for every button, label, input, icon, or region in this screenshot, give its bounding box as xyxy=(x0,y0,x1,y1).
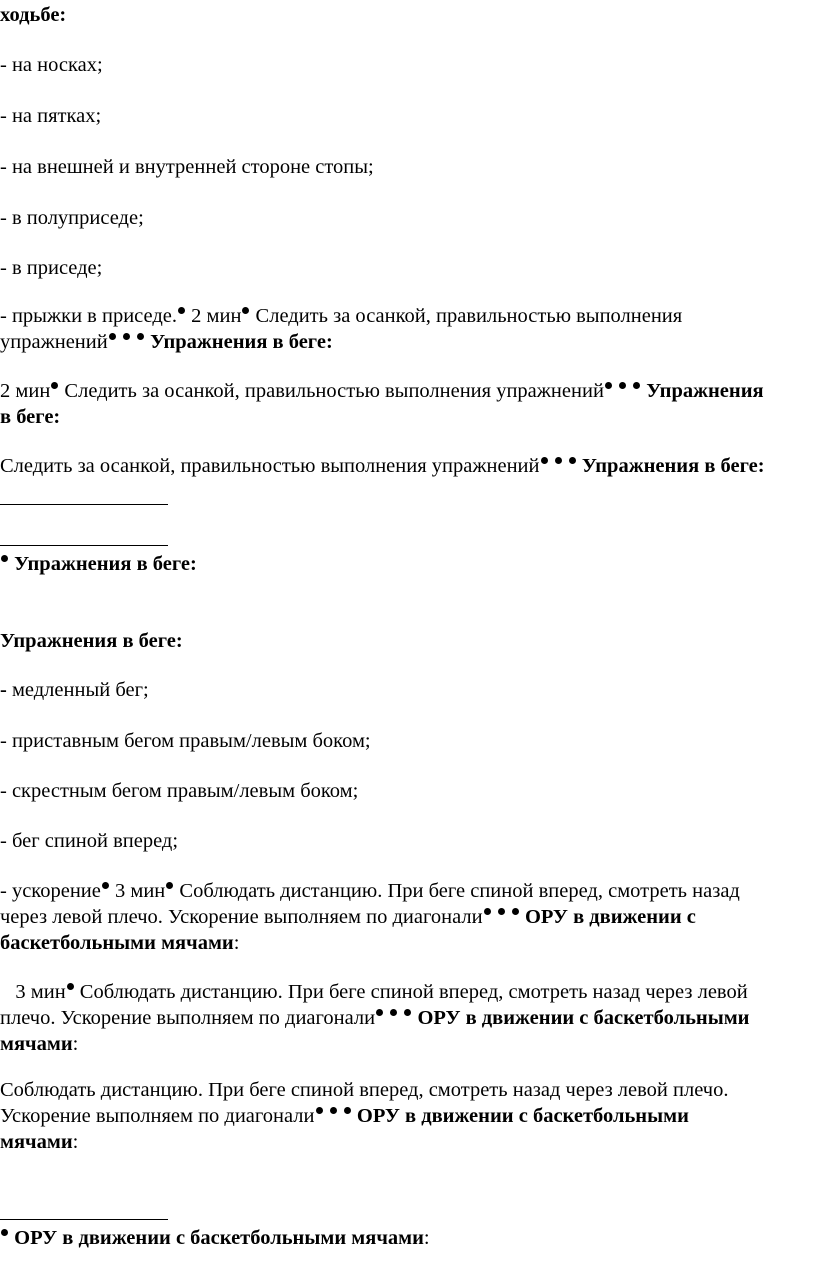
section-title: Упражнения в беге: xyxy=(0,630,183,652)
bullet-icon xyxy=(619,382,626,389)
text: медленный бег; xyxy=(11,679,149,701)
text: - на носках; xyxy=(0,54,103,76)
bullet-icon xyxy=(242,307,249,314)
heading-walking xyxy=(0,2,816,28)
bullet-icon xyxy=(102,882,109,889)
punctuation: : xyxy=(72,1131,79,1153)
text: ходьбе: xyxy=(0,4,67,26)
section-title: в беге: xyxy=(0,406,61,428)
text-line xyxy=(0,378,816,404)
dash: - xyxy=(0,679,7,701)
text: Следить за осанкой, правильностью выполнения xyxy=(255,305,683,327)
section-title: мячами xyxy=(0,1131,73,1153)
text-line xyxy=(0,329,816,355)
text: через левой плечо. Ускорение выполняем по диагонали xyxy=(0,906,483,928)
text-line xyxy=(0,551,816,577)
divider xyxy=(0,504,168,505)
text: плечо. Ускорение выполняем по диагонали xyxy=(0,1007,376,1029)
bullet-icon xyxy=(633,382,640,389)
bullet-icon xyxy=(344,1107,351,1114)
bullet-icon xyxy=(376,1009,383,1016)
text-line xyxy=(0,930,816,956)
bullet-icon xyxy=(1,1229,8,1236)
bullet-icon xyxy=(555,457,562,464)
section-title: баскетбольными мячами xyxy=(0,932,234,954)
punctuation: : xyxy=(233,932,240,954)
section-title: Упражнения в беге: xyxy=(14,553,197,575)
bullet-icon xyxy=(541,457,548,464)
heading-running xyxy=(0,628,816,654)
bullet-icon xyxy=(569,457,576,464)
text: - ускорение xyxy=(0,880,101,902)
text-line xyxy=(0,453,816,479)
bullet-icon xyxy=(137,333,144,340)
duration: 3 мин xyxy=(15,981,66,1003)
text: Ускорение выполняем по диагонали xyxy=(0,1105,315,1127)
section-title: Упражнения xyxy=(646,380,764,402)
bullet-icon xyxy=(404,1009,411,1016)
bullet-icon xyxy=(512,908,519,915)
bullet-icon xyxy=(1,555,8,562)
list-item xyxy=(0,303,816,329)
section-title: ОРУ в движении с баскетбольными мячами xyxy=(14,1227,424,1249)
text: Следить за осанкой, правильностью выполнения упражнений xyxy=(0,455,540,477)
section-title: ОРУ в движении с баскетбольными xyxy=(356,1105,689,1127)
bullet-icon xyxy=(67,983,74,990)
list-item xyxy=(0,255,816,281)
bullet-icon xyxy=(123,333,130,340)
section-title: мячами xyxy=(0,1033,73,1055)
text-line xyxy=(0,1129,816,1155)
list-item xyxy=(0,154,816,180)
section-title: ОРУ в движении с xyxy=(524,906,696,928)
text-line xyxy=(0,1031,816,1057)
list-item xyxy=(0,828,816,854)
text-line xyxy=(0,404,816,430)
text: Соблюдать дистанцию. При беге спиной вперед, смотреть назад xyxy=(179,880,740,902)
list-item xyxy=(0,205,816,231)
section-title: Упражнения в беге: xyxy=(150,331,333,353)
text-line xyxy=(0,1225,816,1251)
bullet-icon xyxy=(316,1107,323,1114)
bullet-icon xyxy=(390,1009,397,1016)
text: Следить за осанкой, правильностью выполнения упражнений xyxy=(64,380,604,402)
bullet-icon xyxy=(605,382,612,389)
text-line xyxy=(0,1005,816,1031)
text: - на пятках; xyxy=(0,105,102,127)
list-item xyxy=(0,103,816,129)
punctuation: : xyxy=(423,1227,430,1249)
text: - бег спиной вперед; xyxy=(0,830,179,852)
list-item xyxy=(0,878,816,904)
bullet-icon xyxy=(178,307,185,314)
duration: 2 мин xyxy=(191,305,242,327)
text: - прыжки в приседе. xyxy=(0,305,177,327)
text-line xyxy=(0,904,816,930)
bullet-icon xyxy=(109,333,116,340)
text: - на внешней и внутренней стороне стопы; xyxy=(0,156,374,178)
text-line xyxy=(0,1077,816,1103)
bullet-icon xyxy=(498,908,505,915)
divider xyxy=(0,1219,168,1220)
bullet-icon xyxy=(166,882,173,889)
duration: 2 мин xyxy=(0,380,51,402)
list-item xyxy=(0,677,816,703)
section-title: ОРУ в движении с баскетбольными xyxy=(417,1007,750,1029)
text: - приставным бегом правым/левым боком; xyxy=(0,730,371,752)
text: - в приседе; xyxy=(0,257,103,279)
list-item xyxy=(0,778,816,804)
text: Соблюдать дистанцию. При беге спиной вперед, смотреть назад через левой xyxy=(79,981,748,1003)
text: упражнений xyxy=(0,331,108,353)
list-item xyxy=(0,728,816,754)
text-line xyxy=(0,1103,816,1129)
bullet-icon xyxy=(51,382,58,389)
text: Соблюдать дистанцию. При беге спиной вперед, смотреть назад через левой плечо. xyxy=(0,1079,729,1101)
section-title: Упражнения в беге: xyxy=(581,455,765,477)
bullet-icon xyxy=(484,908,491,915)
bullet-icon xyxy=(330,1107,337,1114)
punctuation: : xyxy=(72,1033,79,1055)
text: - скрестным бегом правым/левым боком; xyxy=(0,780,359,802)
text: - в полуприседе; xyxy=(0,207,144,229)
list-item xyxy=(0,52,816,78)
text-line xyxy=(0,979,816,1005)
divider xyxy=(0,545,168,546)
duration: 3 мин xyxy=(114,880,166,902)
